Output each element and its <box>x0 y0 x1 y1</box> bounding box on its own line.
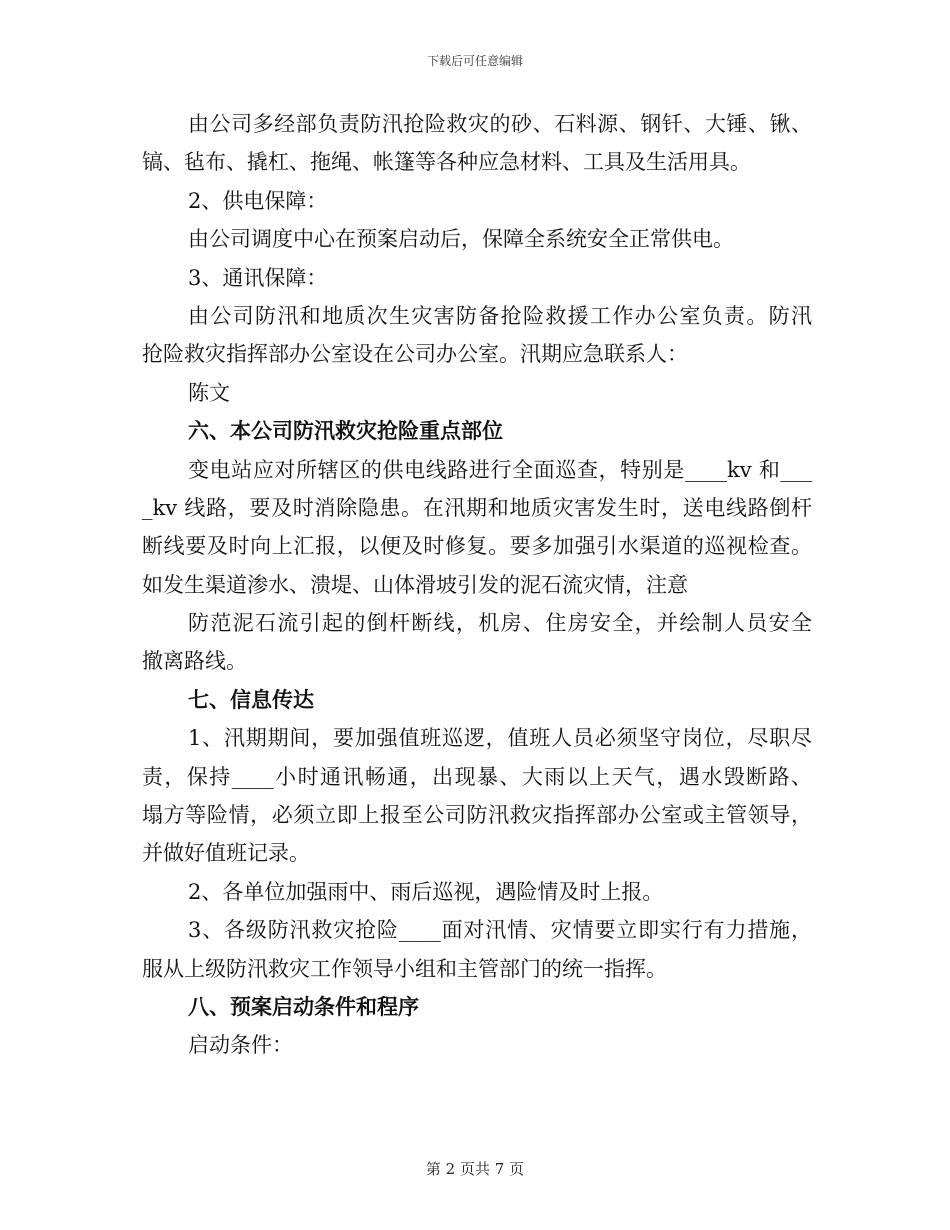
section-heading: 八、预案启动条件和程序 <box>188 993 419 1019</box>
text-line: 塌方等险情，必须立即上报至公司防汛救灾指挥部办公室或主管领导， <box>142 803 812 828</box>
text-line: 3、各级防汛救灾抢险____面对汛情、灾情要立即实行有力措施， <box>188 918 812 943</box>
text-line: 陈文 <box>188 380 230 405</box>
text-line: 并做好值班记录。 <box>142 841 310 866</box>
text-line: 镐、毡布、撬杠、拖绳、帐篷等各种应急材料、工具及生活用具。 <box>142 150 751 175</box>
text-line: 由公司多经部负责防汛抢险救灾的砂、石料源、钢钎、大锤、锹、 <box>188 112 812 136</box>
text-line: 撤离路线。 <box>142 649 247 674</box>
section-heading: 七、信息传达 <box>188 686 314 712</box>
text-line: 由公司调度中心在预案启动后，保障全系统安全正常供电。 <box>188 227 734 252</box>
text-line: 启动条件： <box>188 1033 293 1058</box>
document-body <box>142 105 812 1065</box>
text-line: 2、供电保障： <box>188 188 328 213</box>
page-footer: 第 2 页共 7 页 <box>425 1160 525 1178</box>
text-line: 如发生渠道渗水、溃堤、山体滑坡引发的泥石流灾情，注意 <box>142 572 688 597</box>
text-line: 责，保持____小时通讯畅通，出现暴、大雨以上天气，遇水毁断路、 <box>142 764 812 789</box>
page-header: 下载后可任意编辑 <box>426 54 523 68</box>
text-line: 3、通讯保障： <box>188 265 328 290</box>
text-line: 断线要及时向上汇报，以便及时修复。要多加强引水渠道的巡视检查。 <box>142 534 812 559</box>
text-line: 1、汛期期间，要加强值班巡逻，值班人员必须坚守岗位，尽职尽 <box>188 726 812 751</box>
text-line: 变电站应对所辖区的供电线路进行全面巡查，特别是____kv 和___ <box>188 457 812 482</box>
text-line: 服从上级防汛救灾工作领导小组和主管部门的统一指挥。 <box>142 956 667 981</box>
text-line: _kv 线路，要及时消除隐患。在汛期和地质灾害发生时，送电线路倒杆 <box>142 495 812 520</box>
text-line: 抢险救灾指挥部办公室设在公司办公室。汛期应急联系人： <box>142 342 688 367</box>
section-heading: 六、本公司防汛救灾抢险重点部位 <box>188 418 503 444</box>
text-line: 防范泥石流引起的倒杆断线，机房、住房安全，并绘制人员安全 <box>188 611 812 636</box>
text-line: 由公司防汛和地质次生灾害防备抢险救援工作办公室负责。防汛 <box>188 303 812 328</box>
text-line: 2、各单位加强雨中、雨后巡视，遇险情及时上报。 <box>188 879 664 904</box>
